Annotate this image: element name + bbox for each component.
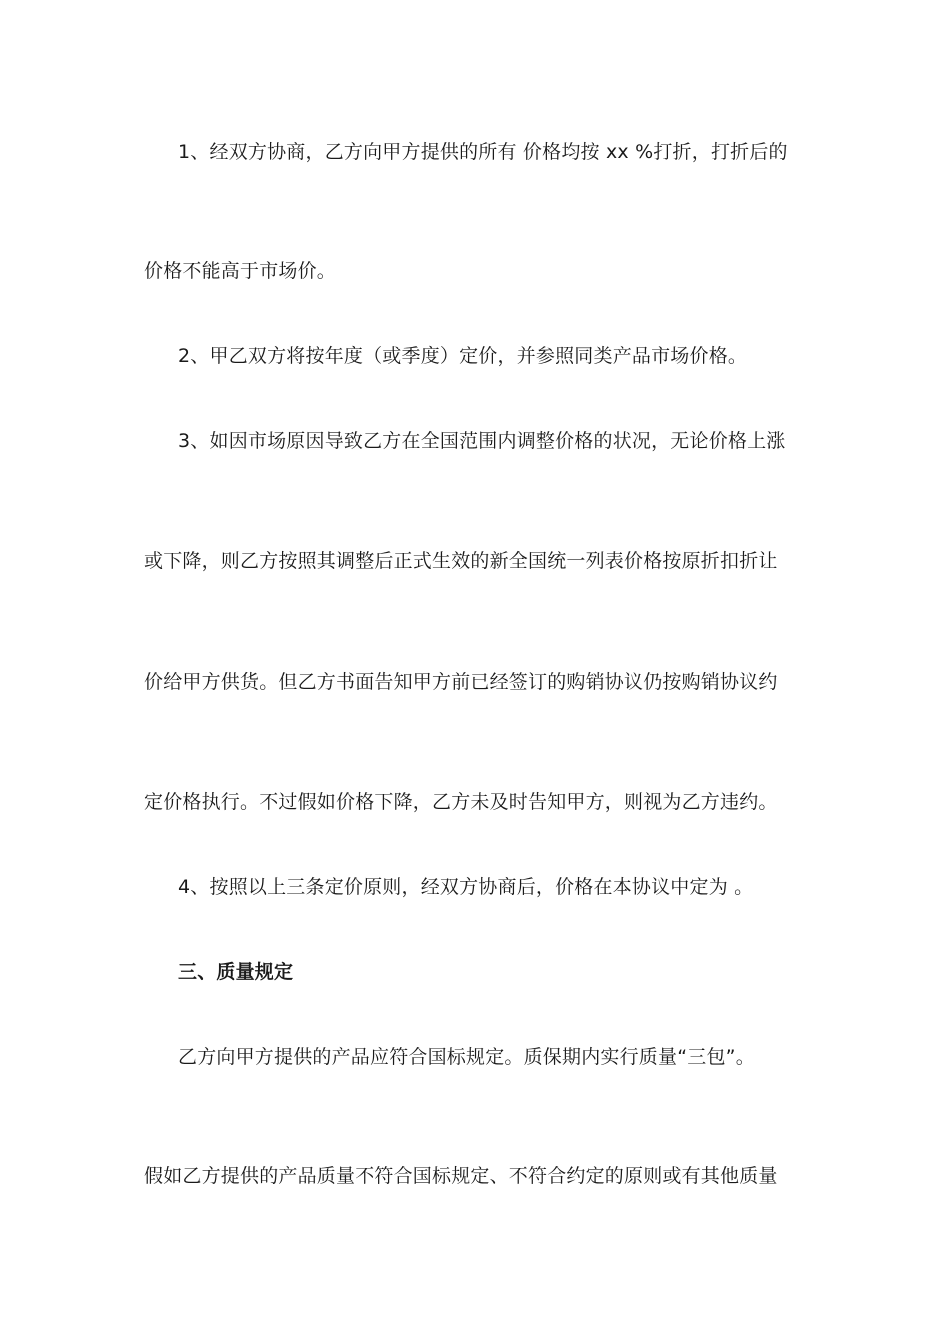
clause-1-line-1: 1、经双方协商，乙方向甲方提供的所有 价格均按 xx %打折，打折后的 — [178, 141, 788, 163]
clause-2-line-1: 2、甲乙双方将按年度（或季度）定价，并参照同类产品市场价格。 — [178, 345, 748, 367]
quality-paragraph-line-1: 乙方向甲方提供的产品应符合国标规定。质保期内实行质量“三包”。 — [178, 1046, 755, 1068]
clause-1-line-2: 价格不能高于市场价。 — [144, 260, 337, 282]
clause-3-line-1: 3、如因市场原因导致乙方在全国范围内调整价格的状况，无论价格上涨 — [178, 430, 786, 452]
section-heading-quality: 三、质量规定 — [178, 961, 294, 983]
quality-paragraph-line-2: 假如乙方提供的产品质量不符合国标规定、不符合约定的原则或有其他质量 — [144, 1165, 778, 1187]
clause-4-line-1: 4、按照以上三条定价原则，经双方协商后，价格在本协议中定为 。 — [178, 876, 754, 898]
clause-3-line-4: 定价格执行。不过假如价格下降，乙方未及时告知甲方，则视为乙方违约。 — [144, 791, 778, 813]
clause-3-line-2: 或下降，则乙方按照其调整后正式生效的新全国统一列表价格按原折扣折让 — [144, 550, 778, 572]
clause-3-line-3: 价给甲方供货。但乙方书面告知甲方前已经签订的购销协议仍按购销协议约 — [144, 671, 778, 693]
